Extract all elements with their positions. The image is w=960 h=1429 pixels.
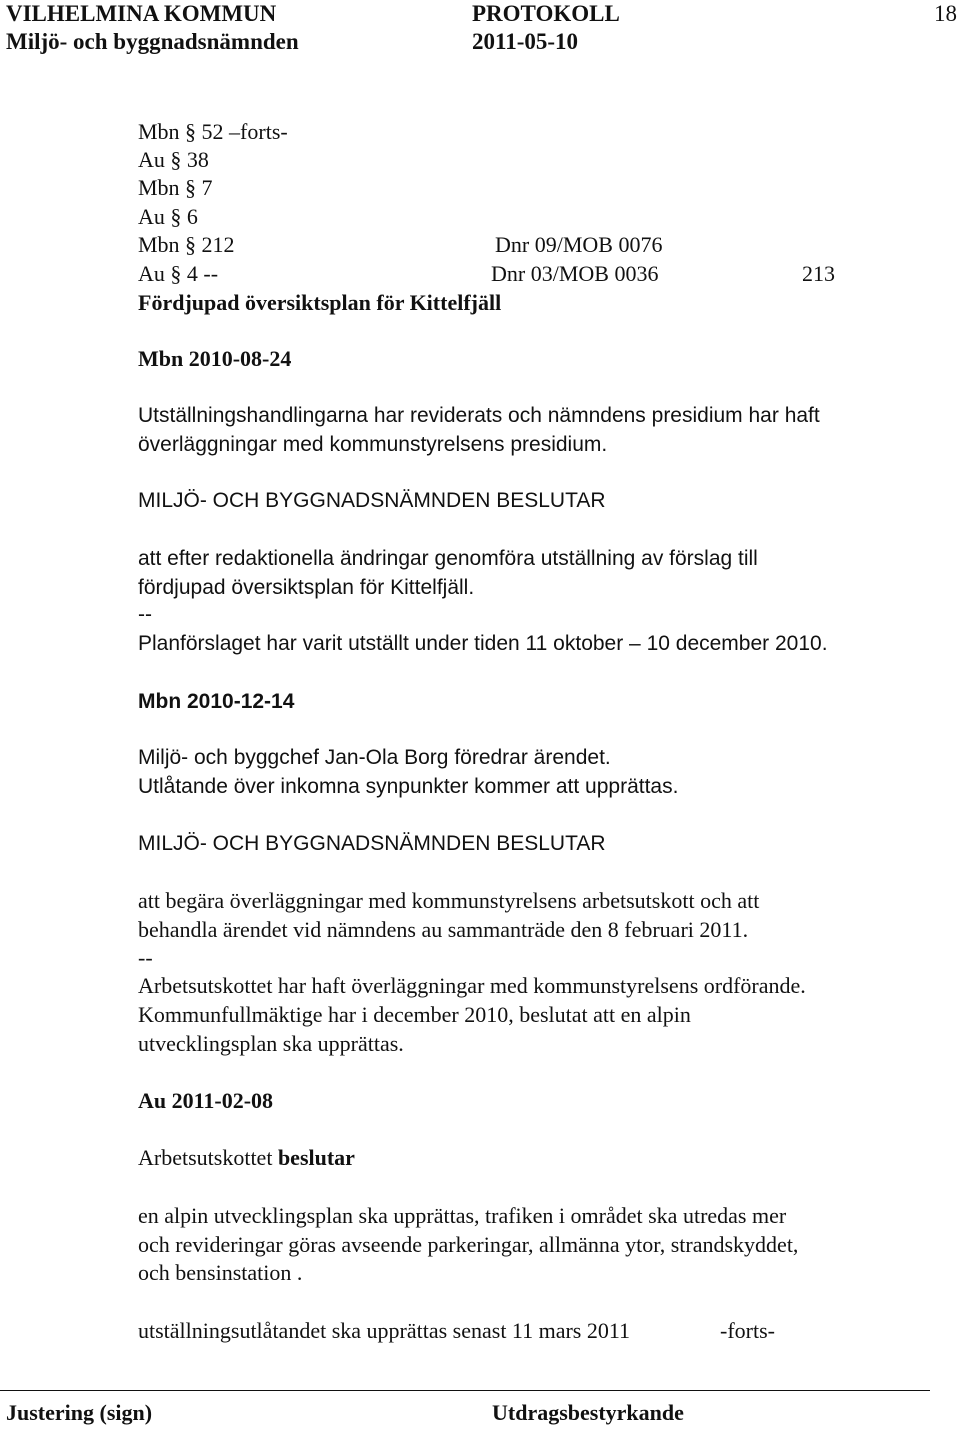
decision-line: en alpin utvecklingsplan ska upprättas, trafiken i området ska utredas mer: [138, 1203, 787, 1228]
decision-line: utställningsutlåtandet ska upprättas senast 11 mars 2011: [138, 1318, 631, 1343]
page-number: 18: [934, 1, 957, 26]
document-title: Fördjupad översiktsplan för Kittelfjäll: [138, 290, 502, 315]
decision-heading: MILJÖ- OCH BYGGNADSNÄMNDEN BESLUTAR: [138, 832, 606, 855]
decision-line: och bensinstation .: [138, 1260, 303, 1285]
section-heading-mbn-2010-08-24: Mbn 2010-08-24: [138, 346, 292, 371]
section-heading-au-2011-02-08: Au 2011-02-08: [138, 1088, 274, 1113]
continued-marker: -forts-: [720, 1318, 775, 1343]
exhibition-note: Planförslaget har varit utställt under tiden 11 oktober – 10 december 2010.: [138, 632, 828, 655]
committee-name: Miljö- och byggnadsnämnden: [6, 29, 299, 54]
reference-mbn-52: Mbn § 52 –forts-: [138, 119, 288, 144]
decision-statement: [138, 1147, 355, 1169]
footer-divider: [0, 1390, 930, 1391]
utdragsbestyrkande-label: Utdragsbestyrkande: [492, 1400, 684, 1425]
meeting-date: 2011-05-10: [472, 29, 579, 54]
reference-au-38: Au § 38: [138, 147, 209, 172]
reference-mbn-212: Mbn § 212: [138, 232, 235, 257]
municipality-name: VILHELMINA KOMMUN: [6, 1, 277, 26]
decision-line: behandla ärendet vid nämndens au sammanträde den 8 februari 2011.: [138, 917, 749, 942]
paragraph-line: Miljö- och byggchef Jan-Ola Borg föredrar ärendet.: [138, 746, 611, 769]
note-line: Arbetsutskottet har haft överläggningar med kommunstyrelsens ordförande.: [138, 973, 806, 998]
justering-label: Justering (sign): [6, 1400, 153, 1425]
separator-dashes: --: [138, 945, 153, 970]
decision-line: fördjupad översiktsplan för Kittelfjäll.: [138, 576, 475, 599]
section-heading-mbn-2010-12-14: Mbn 2010-12-14: [138, 690, 295, 713]
reference-au-4: Au § 4 --: [138, 261, 219, 286]
paragraph-line: överläggningar med kommunstyrelsens presidium.: [138, 433, 608, 456]
diary-number-2: Dnr 03/MOB 0036: [491, 261, 659, 286]
decision-subject: Arbetsutskottet: [138, 1145, 273, 1170]
diary-number-1: Dnr 09/MOB 0076: [495, 232, 663, 257]
decision-line: att begära överläggningar med kommunstyrelsens arbetsutskott och att: [138, 888, 760, 913]
decision-line: och revideringar göras avseende parkeringar, allmänna ytor, strandskyddet,: [138, 1232, 799, 1257]
reference-mbn-7: Mbn § 7: [138, 175, 213, 200]
note-line: Kommunfullmäktige har i december 2010, beslutat att en alpin: [138, 1002, 691, 1027]
decision-line: att efter redaktionella ändringar genomföra utställning av förslag till: [138, 547, 758, 570]
reference-au-6: Au § 6: [138, 204, 198, 229]
separator-dashes: --: [138, 603, 152, 626]
case-code: 213: [802, 261, 835, 286]
decision-heading: MILJÖ- OCH BYGGNADSNÄMNDEN BESLUTAR: [138, 489, 606, 512]
paragraph-line: Utställningshandlingarna har reviderats och nämndens presidium har haft: [138, 404, 820, 427]
decision-verb: beslutar: [277, 1145, 355, 1170]
paragraph-line: Utlåtande över inkomna synpunkter kommer att upprättas.: [138, 775, 679, 798]
note-line: utvecklingsplan ska upprättas.: [138, 1031, 404, 1056]
document-type: PROTOKOLL: [472, 1, 620, 26]
